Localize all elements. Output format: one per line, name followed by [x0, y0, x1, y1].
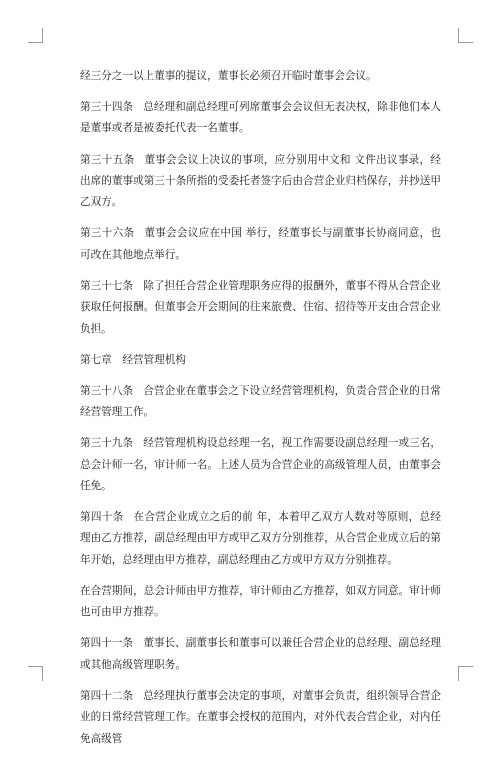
article-text: 董事会会议应在中国 举行，经董事长与副董事长协商同意，也可改在其他地点举行。	[80, 227, 442, 261]
article-number: 第四十条	[80, 511, 124, 524]
paragraph-text: 在合营期间，总会计师由甲方推荐，审计师由乙方推荐，如双方同意。审计师也可由甲方推荐。	[80, 584, 441, 619]
article-36	[80, 223, 441, 266]
paragraph-text: 经三分之一以上董事的提议，董事长必须召开临时董事会会议。	[80, 70, 377, 82]
article-text: 董事会会议上决议的事项，应分别用中文和 文件出议事录，经出席的董事或第三十条所指的受委托者签字后由合营企业归档保存，并抄送甲乙双方。	[80, 153, 442, 209]
article-number: 第三十九条	[80, 437, 134, 450]
article-35	[80, 150, 441, 214]
chapter-title: 第七章 经营管理机构	[80, 353, 186, 366]
article-text: 董事长、副董事长和董事可以兼任合营企业的总经理、副总经理或其他高级管理职务。	[80, 637, 442, 671]
article-number: 第三十七条	[80, 279, 134, 292]
article-34	[80, 97, 441, 140]
article-text: 除了担任合营企业管理职务应得的报酬外，董事不得从合营企业获取任何报酬。但董事会开会期间的往来旅费、住宿、招待等开支由合营企业负担。	[80, 279, 442, 335]
article-number: 第四十二条	[80, 689, 134, 702]
crop-mark-bottom-left	[28, 666, 43, 681]
article-text: 总经理执行董事会决定的事项，对董事会负责，组织领导合营企业的日常经营管理工作。在董事会授权的范围内，对外代表合营企业，对内任免高级管	[80, 689, 442, 745]
chapter-heading	[80, 350, 441, 371]
crop-mark-top-left	[28, 28, 43, 43]
article-38	[80, 381, 441, 424]
crop-mark-bottom-right	[458, 666, 473, 681]
article-text: 总经理和副总经理可列席董事会会议但无表决权，除非他们本人是董事或者是被委托代表一名董事。	[80, 101, 442, 135]
paragraph	[80, 66, 441, 87]
document-body	[80, 66, 441, 760]
article-text: 在合营企业成立之后的前 年，本着甲乙双方人数对等原则，总经理由乙方推荐，副总经理由甲方或甲乙双方分别推荐，从合营企业成立后的第 年开始，总经理由甲方推荐，副总经理由乙方或甲方双方分别推荐。	[80, 511, 441, 566]
article-number: 第四十一条	[80, 637, 134, 650]
article-number: 第三十五条	[80, 153, 135, 166]
article-42	[80, 686, 441, 750]
article-number: 第三十八条	[80, 384, 134, 397]
article-number: 第三十六条	[80, 227, 135, 240]
article-text: 合营企业在董事会之下设立经营管理机构，负责合营企业的日常经营管理工作。	[80, 384, 442, 419]
article-number: 第三十四条	[80, 101, 134, 114]
article-37	[80, 276, 441, 340]
article-39	[80, 433, 441, 497]
article-text: 经营管理机构设总经理一名，视工作需要设副总经理一或三名，总会计师一名，审计师一名。上述人员为合营企业的高级管理人员，由董事会任免。	[80, 437, 442, 492]
article-41	[80, 633, 441, 676]
crop-mark-top-right	[458, 28, 473, 43]
article-40	[80, 507, 441, 571]
paragraph	[80, 581, 441, 624]
